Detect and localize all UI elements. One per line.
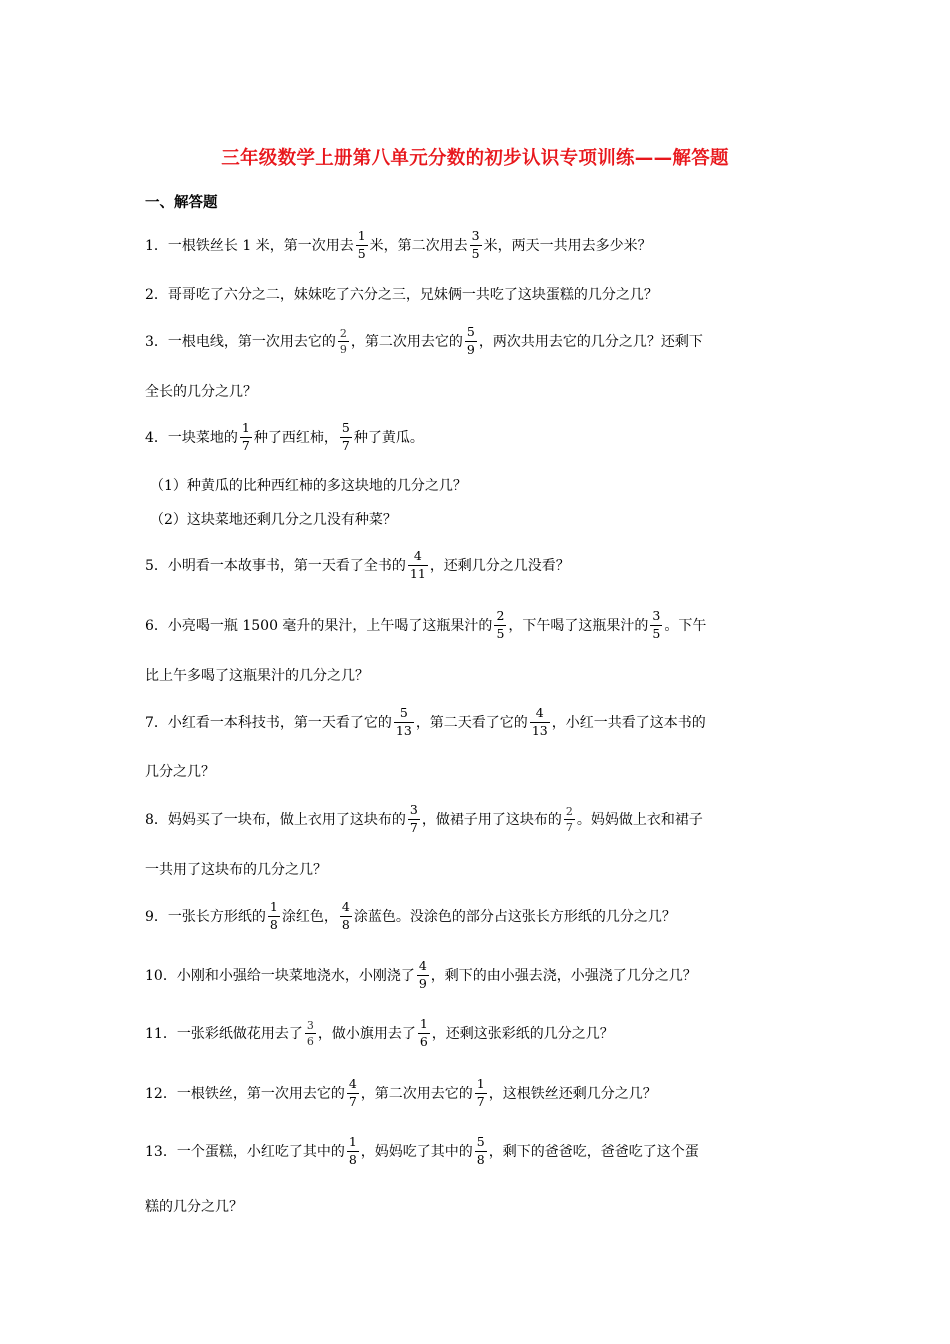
question-text: 1．一根铁丝长 1 米，第一次用去 — [145, 238, 354, 254]
question-11 — [145, 1013, 614, 1053]
question-text: 全长的几分之几？ — [145, 384, 257, 400]
fraction: $\frac{4}{11}$ — [409, 548, 426, 581]
question-text: 种了西红柿， — [253, 430, 338, 446]
question-text: 8．妈妈买了一块布，做上衣用了这块布的 — [145, 812, 406, 828]
question-text: ，第二天看了它的 — [415, 715, 528, 731]
fraction: $\frac{3}{6}$ — [306, 1018, 314, 1048]
question-text: ，还剩这张彩纸的几分之几？ — [431, 1026, 614, 1042]
question-text: 3．一根电线，第一次用去它的 — [145, 334, 336, 350]
question-7 — [145, 702, 706, 742]
question-4-part-2 — [150, 499, 397, 539]
question-text: 。妈妈做上衣和裙子 — [576, 812, 703, 828]
question-text: 几分之几？ — [145, 764, 215, 780]
question-text: ，剩下的由小强去浇，小强浇了几分之几？ — [430, 968, 697, 984]
fraction: $\frac{4}{13}$ — [531, 705, 548, 738]
question-8-continued — [145, 849, 327, 889]
question-text: ，下午喝了这瓶果汁的 — [508, 618, 649, 634]
fraction: $\frac{5}{13}$ — [395, 705, 412, 738]
question-text: 12．一根铁丝，第一次用去它的 — [145, 1086, 345, 1102]
fraction: $\frac{5}{7}$ — [341, 420, 350, 453]
question-text: 11．一张彩纸做花用去了 — [145, 1026, 303, 1042]
fraction: $\frac{1}{8}$ — [269, 899, 278, 932]
question-7-continued — [145, 751, 215, 791]
question-8 — [145, 799, 703, 839]
question-text: 糕的几分之几？ — [145, 1199, 243, 1215]
fraction: $\frac{1}{5}$ — [357, 228, 366, 261]
question-text: 4．一块菜地的 — [145, 430, 238, 446]
question-2 — [145, 274, 658, 314]
question-text: 9．一张长方形纸的 — [145, 909, 266, 925]
question-13 — [145, 1131, 699, 1171]
question-text: ，妈妈吃了其中的 — [360, 1144, 473, 1160]
question-text: 10．小刚和小强给一块菜地浇水，小刚浇了 — [145, 968, 415, 984]
fraction: $\frac{2}{5}$ — [496, 608, 505, 641]
fraction: $\frac{5}{8}$ — [476, 1134, 485, 1167]
question-text: （1）种黄瓜的比种西红柿的多这块地的几分之几？ — [150, 478, 467, 494]
fraction: $\frac{3}{5}$ — [652, 608, 661, 641]
fraction: $\frac{4}{7}$ — [348, 1076, 357, 1109]
question-text: 。下午 — [664, 618, 707, 634]
question-text: 涂红色， — [281, 909, 338, 925]
question-12 — [145, 1073, 657, 1113]
document-title: 三年级数学上册第八单元分数的初步认识专项训练——解答题 — [221, 148, 729, 169]
question-text: ，做裙子用了这块布的 — [421, 812, 562, 828]
question-text: 涂蓝色。没涂色的部分占这张长方形纸的几分之几？ — [353, 909, 676, 925]
fraction: $\frac{1}{6}$ — [419, 1016, 428, 1049]
question-5 — [145, 545, 570, 585]
question-text: 6．小亮喝一瓶 1500 毫升的果汁，上午喝了这瓶果汁的 — [145, 618, 493, 634]
section-heading: 一、解答题 — [145, 195, 218, 211]
question-text: 种了黄瓜。 — [353, 430, 424, 446]
question-text: 2．哥哥吃了六分之二，妹妹吃了六分之三，兄妹俩一共吃了这块蛋糕的几分之几？ — [145, 287, 658, 303]
question-1 — [145, 225, 652, 265]
fraction: $\frac{3}{5}$ — [471, 228, 480, 261]
question-3-continued — [145, 371, 257, 411]
question-6 — [145, 605, 706, 645]
question-text: 米，两天一共用去多少米？ — [483, 238, 652, 254]
question-4 — [145, 417, 424, 457]
question-text: ，还剩几分之几没看？ — [429, 558, 570, 574]
fraction: $\frac{4}{9}$ — [418, 958, 427, 991]
fraction: $\frac{1}{8}$ — [348, 1134, 357, 1167]
fraction: $\frac{5}{9}$ — [466, 324, 475, 357]
question-text: ，小红一共看了这本书的 — [551, 715, 706, 731]
question-text: ，第二次用去它的 — [350, 334, 463, 350]
question-text: 米，第二次用去 — [369, 238, 468, 254]
question-text: ，两次共用去它的几分之几？还剩下 — [478, 334, 703, 350]
question-10 — [145, 955, 697, 995]
question-6-continued — [145, 655, 369, 695]
fraction: $\frac{3}{7}$ — [409, 802, 418, 835]
question-text: ，这根铁丝还剩几分之几？ — [488, 1086, 657, 1102]
question-text: ，第二次用去它的 — [360, 1086, 473, 1102]
question-text: 一共用了这块布的几分之几？ — [145, 862, 327, 878]
question-text: 13．一个蛋糕，小红吃了其中的 — [145, 1144, 345, 1160]
fraction: $\frac{2}{7}$ — [565, 804, 573, 834]
fraction: $\frac{1}{7}$ — [241, 420, 250, 453]
fraction: $\frac{2}{9}$ — [339, 326, 347, 356]
question-text: 比上午多喝了这瓶果汁的几分之几？ — [145, 668, 369, 684]
question-text: ，做小旗用去了 — [317, 1026, 416, 1042]
fraction: $\frac{4}{8}$ — [341, 899, 350, 932]
question-3 — [145, 321, 703, 361]
fraction: $\frac{1}{7}$ — [476, 1076, 485, 1109]
question-text: ，剩下的爸爸吃，爸爸吃了这个蛋 — [488, 1144, 699, 1160]
question-text: 5．小明看一本故事书，第一天看了全书的 — [145, 558, 406, 574]
question-9 — [145, 896, 676, 936]
question-text: （2）这块菜地还剩几分之几没有种菜？ — [150, 512, 397, 528]
question-text: 7．小红看一本科技书，第一天看了它的 — [145, 715, 392, 731]
question-13-continued — [145, 1186, 243, 1226]
